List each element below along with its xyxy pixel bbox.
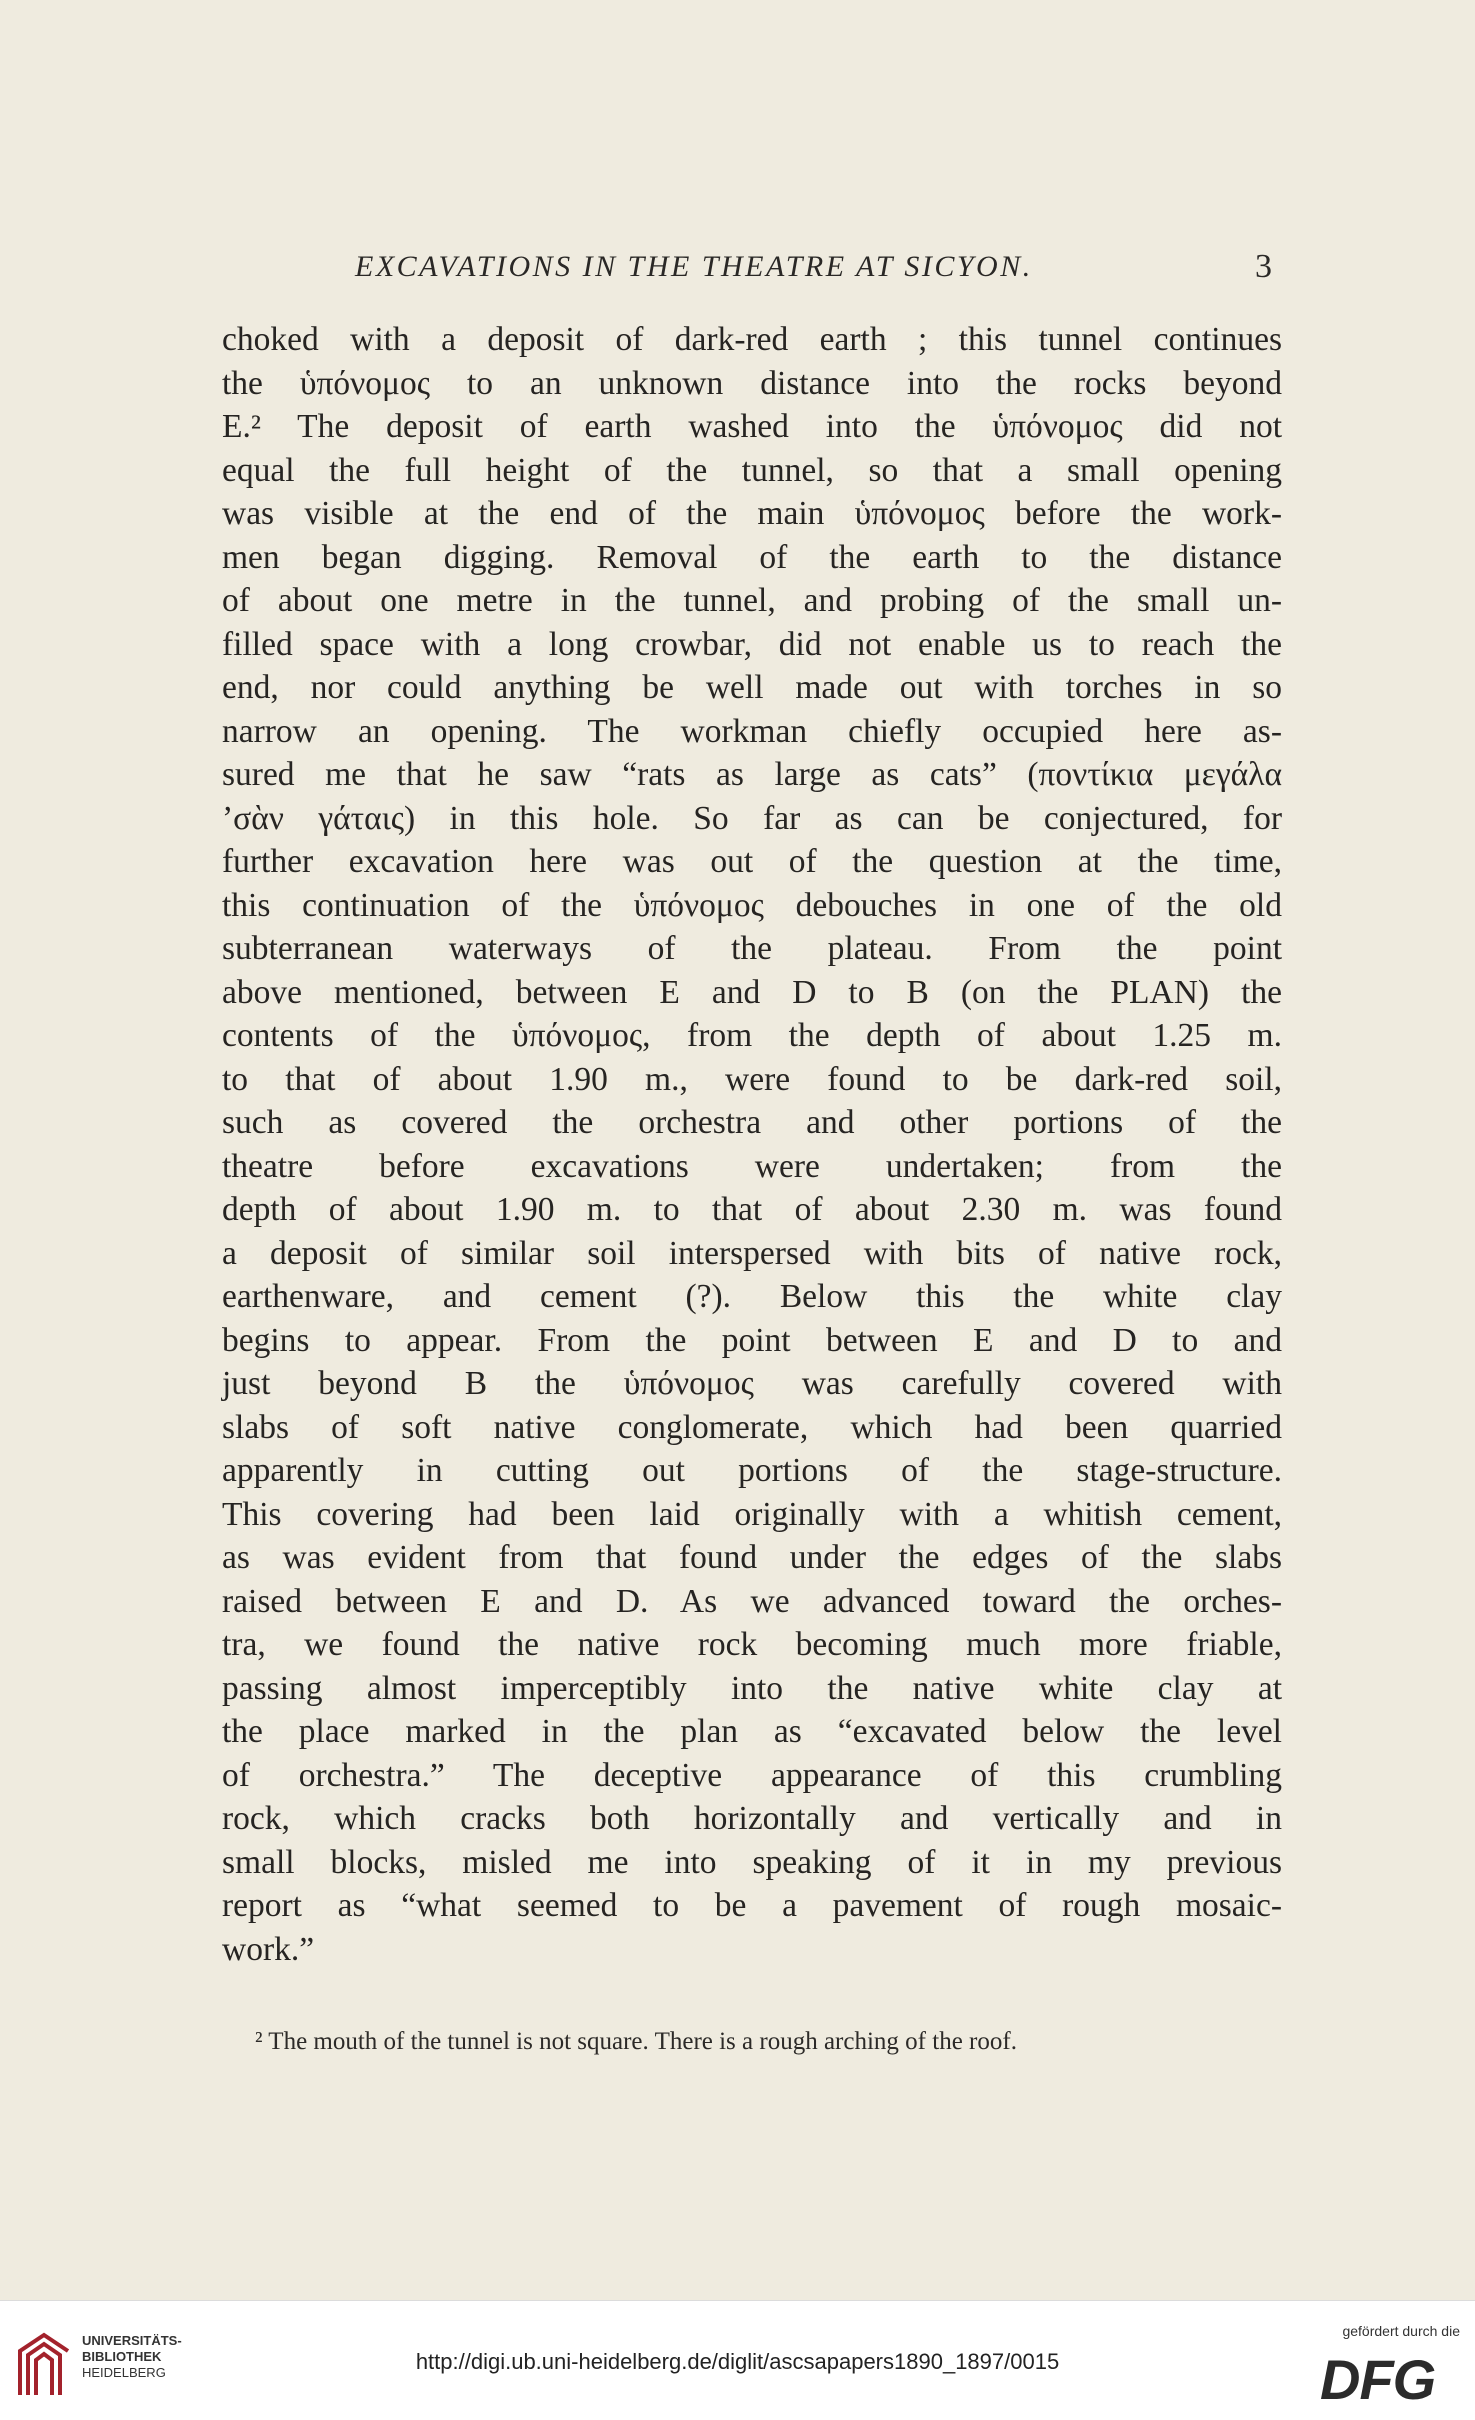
footnote: ² The mouth of the tunnel is not square. There is a rough arching of the roof. xyxy=(255,2028,1017,2055)
permalink-url[interactable]: http://digi.ub.uni-heidelberg.de/diglit/ascsapapers1890_1897/0015 xyxy=(415,2349,1060,2374)
text-line: tra, we found the native rock becoming much more friable, xyxy=(222,1626,1282,1663)
text-line: earthenware, and cement (?). Below this the white clay xyxy=(222,1278,1282,1315)
text-line: work.” xyxy=(222,1930,315,1968)
text-line: This covering had been laid originally with a whitish cement, xyxy=(222,1495,1282,1533)
text-line: of about one metre in the tunnel, and probing of the small un- xyxy=(222,582,1282,619)
page-number: 3 xyxy=(1255,248,1272,285)
text-line: such as covered the orchestra and other portions of the xyxy=(222,1104,1282,1141)
library-name-line: UNIVERSITÄTS- xyxy=(82,2333,182,2348)
text-line: men began digging. Removal of the earth to the distance xyxy=(222,538,1282,576)
text-line: equal the full height of the tunnel, so that a small opening xyxy=(222,451,1282,489)
text-line: was visible at the end of the main ὑπόνομος before the work- xyxy=(222,495,1282,532)
text-line: contents of the ὑπόνομος, from the depth of about 1.25 m. xyxy=(222,1017,1282,1054)
viewer-footer xyxy=(0,2300,1475,2420)
text-line: this continuation of the ὑπόνομος debouches in one of the old xyxy=(222,886,1282,924)
text-line: theatre before excavations were undertaken; from the xyxy=(222,1147,1282,1185)
text-line: the place marked in the plan as “excavated below the level xyxy=(222,1713,1282,1750)
text-line: choked with a deposit of dark-red earth ; this tunnel continues xyxy=(222,321,1282,358)
text-line: raised between E and D. As we advanced toward the orches- xyxy=(222,1582,1282,1620)
text-line: narrow an opening. The workman chiefly occupied here as- xyxy=(222,712,1282,750)
text-line: slabs of soft native conglomerate, which had been quarried xyxy=(222,1408,1282,1446)
text-line: passing almost imperceptibly into the native white clay at xyxy=(222,1669,1282,1707)
running-title: EXCAVATIONS IN THE THEATRE AT SICYON. xyxy=(355,250,1033,283)
text-line: small blocks, misled me into speaking of it in my previous xyxy=(222,1843,1282,1881)
library-name-line: HEIDELBERG xyxy=(82,2365,166,2380)
text-line: above mentioned, between E and D to B (on the PLAN) the xyxy=(222,973,1282,1011)
text-line: filled space with a long crowbar, did not enable us to reach the xyxy=(222,625,1282,663)
text-line: the ὑπόνομος to an unknown distance into the rocks beyond xyxy=(222,364,1282,402)
text-line: subterranean waterways of the plateau. From the point xyxy=(222,930,1282,967)
text-line: sured me that he saw “rats as large as cats” (ποντίκια μεγάλα xyxy=(222,756,1282,793)
text-line: further excavation here was out of the question at the time, xyxy=(222,843,1282,880)
text-line: to that of about 1.90 m., were found to be dark-red soil, xyxy=(222,1060,1282,1098)
text-line: begins to appear. From the point between E and D to and xyxy=(222,1321,1282,1359)
text-line: depth of about 1.90 m. to that of about 2.30 m. was found xyxy=(222,1191,1282,1228)
funding-caption: gefördert durch die xyxy=(1342,2323,1460,2339)
text-line: as was evident from that found under the edges of the slabs xyxy=(222,1539,1282,1576)
text-line: just beyond B the ὑπόνομος was carefully covered with xyxy=(222,1365,1282,1402)
text-line: of orchestra.” The deceptive appearance of this crumbling xyxy=(222,1756,1282,1794)
text-line: report as “what seemed to be a pavement of rough mosaic- xyxy=(222,1887,1282,1924)
text-line: ’σὰν γάταις) in this hole. So far as can be conjectured, for xyxy=(222,799,1282,837)
library-name-line: BIBLIOTHEK xyxy=(82,2349,162,2364)
text-line: rock, which cracks both horizontally and vertically and in xyxy=(222,1800,1282,1837)
text-line: end, nor could anything be well made out with torches in so xyxy=(222,669,1282,706)
text-line: E.² The deposit of earth washed into the ὑπόνομος did not xyxy=(222,408,1282,445)
text-line: apparently in cutting out portions of the stage-structure. xyxy=(222,1452,1282,1489)
dfg-logo: DFG xyxy=(1320,2348,1436,2411)
body-text xyxy=(222,318,1282,1971)
text-line: a deposit of similar soil interspersed with bits of native rock, xyxy=(222,1234,1282,1272)
